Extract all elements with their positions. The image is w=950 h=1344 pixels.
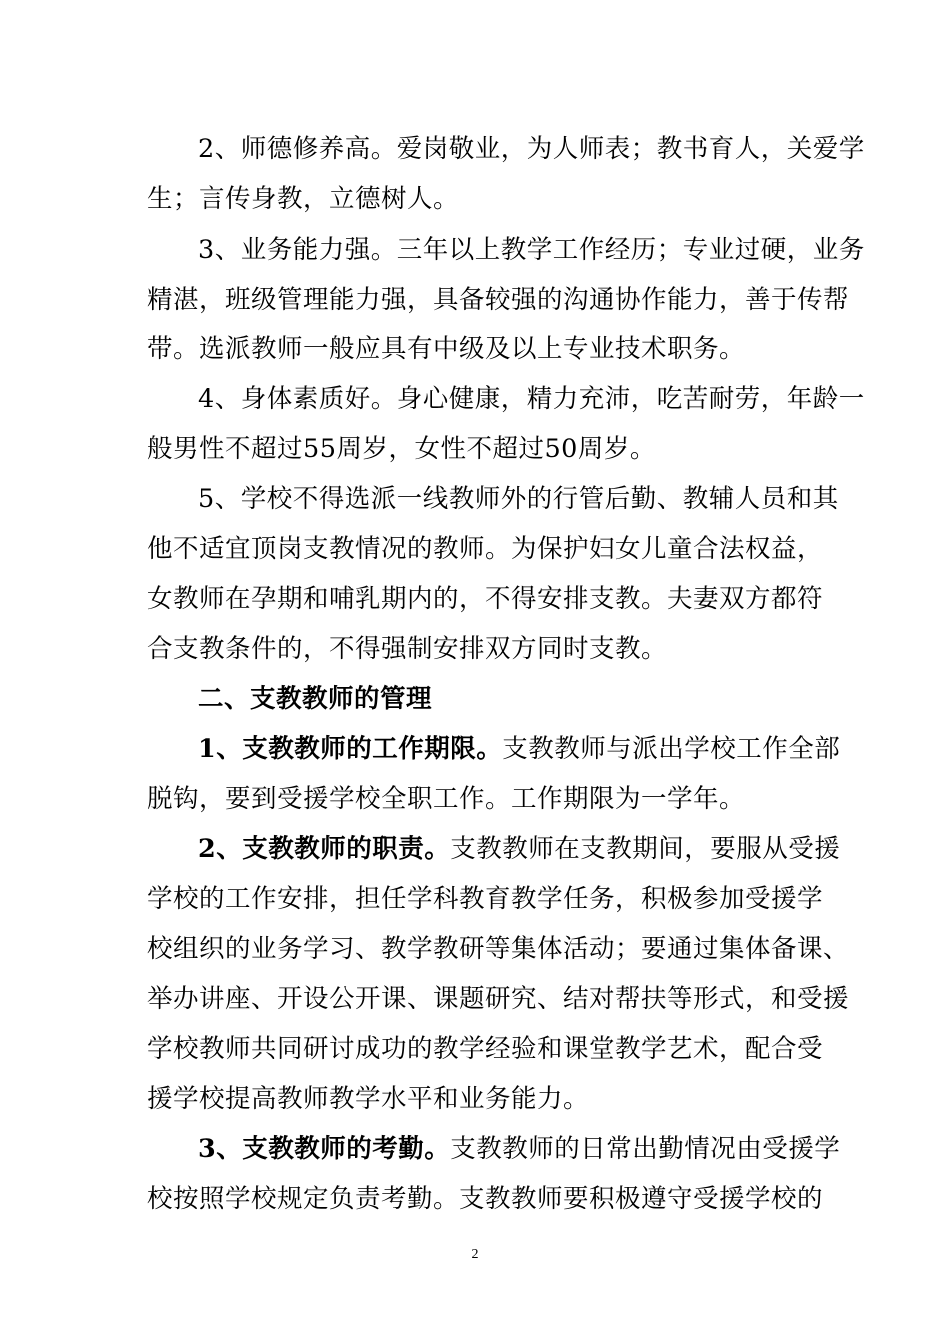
paragraph-line <box>147 1033 824 1065</box>
paragraph-line <box>198 1133 841 1165</box>
text-run: 举办讲座、开设公开课、课题研究、结对帮扶等形式，和受援 <box>147 984 850 1014</box>
text-run: 5、学校不得选派一线教师外的行管后勤、教辅人员和其 <box>198 484 839 514</box>
paragraph-line <box>147 183 807 215</box>
text-run: 4、身体素质好。身心健康，精力充沛，吃苦耐劳，年龄一 <box>198 384 865 414</box>
text-run: 脱钩，要到受援学校全职工作。工作期限为一学年。 <box>147 784 746 814</box>
text-run: 他不适宜顶岗支教情况的教师。为保护妇女儿童合法权益， <box>147 534 824 564</box>
text-run: 般男性不超过55周岁，女性不超过50周岁。 <box>147 434 656 464</box>
text-run: 合支教条件的，不得强制安排双方同时支教。 <box>147 634 668 664</box>
heading-text: 二、支教教师的管理 <box>198 684 433 714</box>
paragraph-line <box>147 433 807 465</box>
paragraph-line <box>198 833 841 865</box>
page-number: 2 <box>471 1247 479 1262</box>
text-run: 3、业务能力强。三年以上教学工作经历；专业过硬，业务 <box>198 235 865 265</box>
paragraph-line <box>147 983 850 1015</box>
text-run: 支教教师的日常出勤情况由受援学 <box>450 1134 841 1164</box>
paragraph-line <box>198 733 841 765</box>
text-run: 支教教师在支教期间，要服从受援 <box>450 834 841 864</box>
paragraph-line <box>147 783 807 815</box>
inline-heading: 1、支教教师的工作期限。 <box>198 734 503 764</box>
paragraph-line <box>198 483 839 515</box>
paragraph-line <box>147 1083 807 1115</box>
text-run: 校组织的业务学习、教学教研等集体活动；要通过集体备课、 <box>147 934 850 964</box>
paragraph-line <box>147 933 850 965</box>
paragraph-line <box>198 383 865 415</box>
paragraph-line <box>147 333 807 365</box>
paragraph-line <box>198 234 865 266</box>
paragraph-line <box>147 533 824 565</box>
text-run: 女教师在孕期和哺乳期内的，不得安排支教。夫妻双方都符 <box>147 584 824 614</box>
paragraph-line <box>198 133 865 165</box>
paragraph-line <box>147 284 850 316</box>
paragraph-line <box>147 1183 824 1215</box>
text-run: 2、师德修养高。爱岗敬业，为人师表；教书育人，关爱学 <box>198 134 865 164</box>
text-run: 学校的工作安排，担任学科教育教学任务，积极参加受援学 <box>147 884 824 914</box>
text-run: 带。选派教师一般应具有中级及以上专业技术职务。 <box>147 334 746 364</box>
inline-heading: 2、支教教师的职责。 <box>198 834 451 864</box>
text-run: 援学校提高教师教学水平和业务能力。 <box>147 1084 590 1114</box>
text-run: 生；言传身教，立德树人。 <box>147 184 460 214</box>
paragraph-line <box>147 583 824 615</box>
text-run: 校按照学校规定负责考勤。支教教师要积极遵守受援学校的 <box>147 1184 824 1214</box>
section-heading <box>198 683 808 715</box>
paragraph-line <box>147 633 807 665</box>
text-run: 学校教师共同研讨成功的教学经验和课堂教学艺术，配合受 <box>147 1034 824 1064</box>
text-run: 精湛，班级管理能力强，具备较强的沟通协作能力，善于传帮 <box>147 285 850 315</box>
paragraph-line <box>147 883 824 915</box>
text-run: 支教教师与派出学校工作全部 <box>502 734 841 764</box>
inline-heading: 3、支教教师的考勤。 <box>198 1134 451 1164</box>
